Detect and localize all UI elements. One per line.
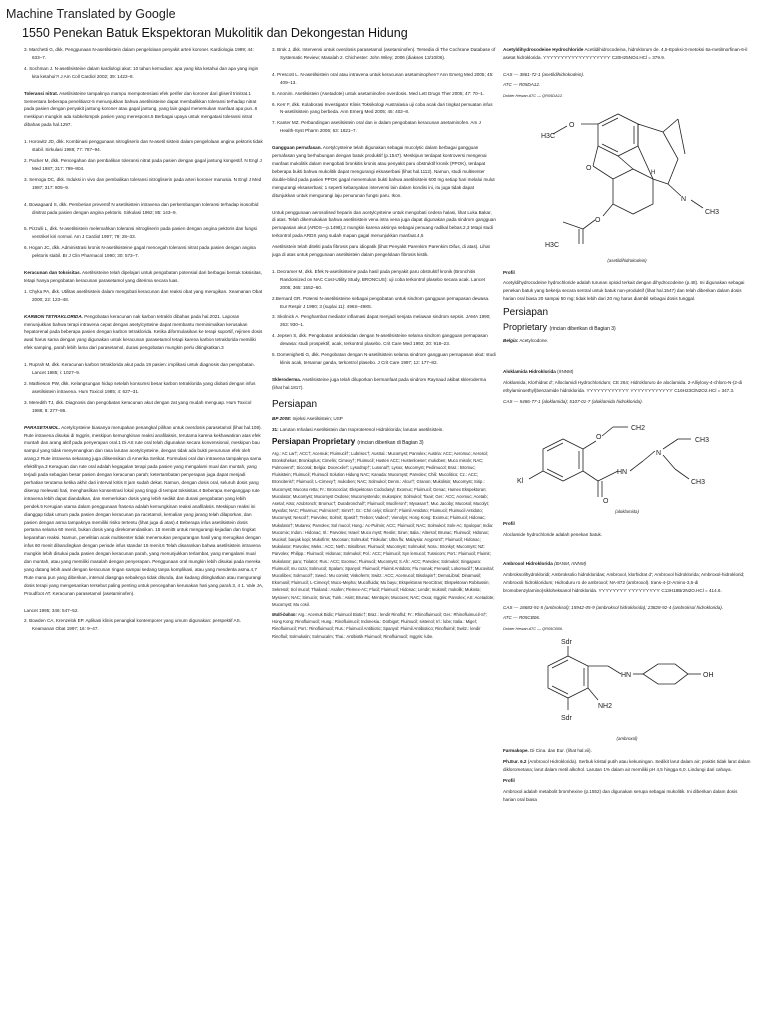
structural-formula — [503, 104, 751, 254]
structure-aloclamide — [503, 409, 751, 516]
monograph-header — [503, 368, 751, 376]
drug-name: Acetyldihydrocodeine Hydrochloride — [503, 47, 584, 52]
cas-number: CAS — 18683-91-5 (ambroksol); 15942-05-9 (ambroksol hidroklorida); 23828-92-4 (ambroksol hidroklorida). — [503, 604, 724, 610]
reference: 3. Marchetti G, dkk. Penggunaan N-asetilsistein dalam pengelolaan penyakit arteri koroner. Kardiologia 1999; 44: 633–7. — [24, 47, 254, 60]
paragraph-text: Ambroxol adalah metabolit bromhexine (p.1552) dan digunakan serupa sebagai mukolitik. Ini diberikan dalam dosis harian oral biasa — [503, 788, 738, 802]
atc-code: ATC — R05DA12. — [503, 82, 541, 88]
atom-label: O — [596, 434, 602, 442]
proprietary-heading — [503, 322, 751, 335]
atom-label: H3C — [545, 241, 560, 249]
machine-translated-banner: Machine Translated by Google — [6, 7, 176, 21]
atom-label: NH2 — [598, 703, 613, 711]
proprietary-list: Arg.: AC Lar†; ACC†; Acemuk; Fluimucil†; Lubrisec†; Austral.: Mucomyst; Parvolex; Austria: ACC; Aeromuc; Aerosol; Bronkohekas; Bronkoplus; Cimelin; Cimexy†; Fluimucil; Husten ACC; Hustenloeser; mukoben; Muco misolv; NAC; Pulmovent†; Siccoral; Belgia: Docecxile†; Lysodrop†; Lusonal†; Lysox; Mucomyst; Pedimucol; Braz.: Bromuc; Fluisistein; Fluimucil; Fluimucil Solution Hidung NAC; Kanada: Mucomyst; Parvolex; Chili: Mucolitico; Cz.: ACC; Bronciteris†; Fluimucil; L-Cimexy†; mukoben; NAC; Solmukol; Denm.: Alcur†; Granon; Mukolisin; Mucomyst; Sirip.: Mucomyst; Mucoso retta; Fr.: Broncoclar; Ekspektoran Codoclasyl; Exomuc; Fluimucil; Genac; Humex Ekspektoran; Mucolator; Mucomyst; Mucomyst Oxdose; Mucomystendo; mukospire; Solmukol; Tixair; Ger.: ACC; Acemuc; Acetab; Asetal; Atso; Azubronch; Bromuc†; Durabronchal†; Fluimucil; Muciferon†; Myxasan†; Muc Jacoby; Mucosol; Mucolyt; Myxofat; NAC; Pharmuc; Pulmicret†; Simrt†; Gr.: Chri celyi; Elicon†; Fluimil Antidoto; Fluimucil; Fluimucil Antidoto; Mucomyst; Nescol†; Parvolex; Solmit; Spasit†; Trebon; Vadex†; Vienolys; Hong Kong: Exomuc; Fluimucil; Hidonac; Mukolator†; Mutarex; Parvolex; Sol mucol; Hung.: Ac-Pulmin; ACC; Fluimucil; NAC; Solmukol; Solv-Ac; Spulopur; India: Mucomix; Indon.: Hidonac; Irl.: Parvolex; Israel: Muco myst; Reolin; Siran; Italia.: Altersol; Brunac; Fluimucil; Hidonac; Mucisol; banjak kopi; Mukofirm; Mucosan; Solmukol; Tirokular; Ultra flu; Malaysia: Acypront†; Fluimucil; Hidonac; Mukolator; Parvolex; Meks.: ACC; Neth.: Bisolbrus; Fluimucil; Mucomyst; Solmukol; Nora.: Bronkyt; Mucomyst; NZ: Parvolex; Philipp.: Fluimucil; Hidonac; Solmukol; Pol.: ACC; Fluimucil; Syn lemucol; Tussicom; Port.: Fluimucil; Fluimit; Mukolator; paru; Tiolator; Rus.: ACC; Exomuc; Fluimucil; Mucomyst; S.Afr.: ACC; Parvolex; Solmukol; Singapura: Fluimucil; mu coza; Solmucol; Spalam; Spanyol: Fluimucil; Fluimit Antidoto; Flu monak; Frenasil; Lokomucil†; Mucovital; Mucolibex; Solmucol†; Swed.: Mu comist; Viskoferm; Switz.: ACC; Acemucol; Bisolapin†; DemoLibral; Dinamusil; Ekomusil; Fluimucil; L-Cimexyl; Muco-Mepha; Mucofluida; Mu bayu; Ekspektoran NeoCitran; Ekspektoran Robitussin; Sekresol; Sol mucol; Thailand.: Asafen; Flemex-AC; Flucil; Fluimucil; Hidonac; Lendir; mukosil; mukolik; Mukosa; Mysoven; NAC; Simucin; Sinus; Tunk.: Asist; Brunac; Mentopin; Mucoxes; NAC; Oxxa; Inggris: Parvolex; AS: Acetadote; Mucomyst; Mu cosil. — [272, 450, 495, 607]
atom-label: N — [681, 195, 687, 203]
reference: 4. Prescott L. N-asetilsistein oral atau intravena untuk keracunan asetaminophen? Ann Emerg Med 2005; 45: 409–13. — [272, 71, 494, 85]
atom-label: Kl — [517, 478, 524, 486]
atom-label: H3C — [541, 132, 556, 140]
atom-label: CH3 — [691, 479, 706, 487]
atom-label: Sdr — [561, 715, 572, 723]
preparations-heading: Persiapan — [503, 307, 549, 319]
section-heading: Ph.Eur. 6.2 — [503, 759, 527, 765]
scleroderma-paragraph — [272, 376, 496, 392]
paragraph-text: Asetilsistein telah diteliti pada fibrosis paru idiopatik (lihat Penyakit Parenkim Parenkim Difus, di atas). Lihat juga di atas untuk penggunaan asetilsistein dalam pengelolaan fibrosis kistik. — [272, 244, 490, 258]
section-heading: Toleransi nitrat. — [24, 90, 59, 96]
carbon-tetrachloride-paragraph — [24, 313, 264, 353]
sub-label: (rincian diberikan di Bagian 3) — [357, 439, 424, 446]
atom-label: CH3 — [695, 437, 710, 445]
reference: 3. Semoga DC, dkk. Induksi in vivo dan pembalikan toleransi nitrogliserin pada arteri koroner manusia. N Engl J Med 1987; 317: 805–9. — [24, 176, 262, 190]
column-left — [24, 46, 264, 1012]
paragraph-text: Acetylcysteine telah digunakan sebagai mucolytic dalam berbagai gangguan pernafasan yang berhubungan dengan batuk produktif (p.1547). Meskipun terdapat kontroversi mengenai manfaat mukolitik dalam mengobati bronkitis kronis atau penyakit paru obstruktif kronik (PPOK), terdapat beberapa bukti bahwa mukolitik dapat mengurangi eksaserbasi (lihat hal.1112). Namun, studi multisenter double-blind pada pasien PPOK gagal menemukan bukti bahwa asetilsistein 600 mg setiap hari melalui mulut mengurangi eksaserbasi; 1 seperti kebanyakan intervensi lain dalam kondisi ini, itu juga tidak dapat ditunjukkan untuk mengurangi laju penurunan fungsi paru. Ikon. — [272, 145, 495, 198]
sub-label: (rincian diberikan di Bagian 3) — [549, 326, 616, 333]
atom-label: CH3 — [705, 208, 720, 216]
section-heading: PARASETAMOL. — [24, 424, 61, 430]
section-heading: KARBON TETRAKLORIDA. — [24, 313, 83, 319]
structure-caption: (aloklamida) — [615, 509, 639, 515]
section-heading: Gangguan pernafasan. — [272, 145, 322, 151]
reference: 5. Anonim. Asetilsistein (Asetadote) untuk asetaminofen overdosis. Med Lett Drugs Ther 2005; 47: 70–1. — [272, 90, 485, 96]
paragraph-text: Acetyldihydrocodeine hydrochloride adalah turunan opioid terkait dengan dihydrocodeine (p.48). Ini digunakan sebagai penekan batuk yang bekerja secara sentral untuk batuk non-produktif (lihat hal.1547) dan telah diberikan dalam dosis harian oral biasa 20 sampai 50 mg; tidak lebih dari 20 mg harus diambil sebagai dosis tunggal. — [503, 280, 745, 302]
cas-number: CAS — 5486-77-1 (aloklamida); 5107-01-7 (aloklamida hidroklorida). — [503, 398, 643, 404]
synonyms: Aloklamida, Klorhidrat d'; Alloclamidi Hydrochloridum; CE 264; Hidrokloruro de aloclamida. 2-Alliyloxy-4-chloro-N-(2-di ethylaminoethyl)benzamide hidroklorida. ƳƳƳƳƳƳƳƳƳƳƳƳ ƳƳƳƳƳƳƳƳƳƳƳƳ C16H23ClN2O2.HCl = 347.3. — [503, 379, 743, 393]
reference: 6. Kerr F, dkk. Kolaborasi Investigator Klinis Toksikologi Australasia uji coba acak dari tingkat pemuatan infus N-asetilsistein yang berbeda. Ann Emerg Med 2005; 45: 402–8. — [272, 101, 493, 115]
atc-vet-code: Dokter Hewan ATC — QR05CB06. — [503, 625, 564, 631]
paracetamol-paragraph — [24, 424, 264, 598]
profile-paragraph — [503, 777, 751, 785]
label: Proprietary — [503, 322, 548, 333]
reference: 3. Skolnick A. Penghambat mediator inflamasi dapat menjadi senjata melawan sindrom sepsis. JAMA 1990; 263: 930–1. — [272, 314, 491, 328]
pharmacopoeia-line — [503, 747, 751, 755]
paragraph-text: Aloclamide hydrochloride adalah penekan batuk. — [503, 532, 603, 537]
country-label: Belgia: — [503, 338, 519, 344]
reference: 1. Chyka PA, dkk. Utilitas asetilsistein dalam mengobati keracunan dan reaksi obat yang merugikan. Xeamanan Obat 2000; 22: 123–48. — [24, 288, 263, 302]
preparations-heading: Persiapan — [272, 398, 318, 410]
text: Injeksi Asetilsistein; USP — [292, 415, 343, 421]
reference: Lancet 1995; 346: 547–52. — [24, 607, 79, 613]
profile-paragraph — [503, 269, 751, 277]
atc-vet-code: Dokter Hewan ATC — QR05DA12. — [503, 92, 564, 98]
reference: 6. Hogan JC, dkk. Administrasi kronis N-asetilsisteine gagal mencegah toleransi nitrat pada pasien dengan angina pektoris stabil. Br J Clin Pharmacol 1990; 30: 573–7. — [24, 245, 256, 259]
proprietary-heading — [272, 437, 496, 448]
reference: 2.Bernard GR. Potensi N-asetilsisteine sebagai pengobatan untuk sindrom gangguan pernapasan dewasa. Eur Respir J 1990; 3 (suplai 11): 496S–498S. — [272, 295, 490, 309]
paragraph-text: Acetylcysteine biasanya merupakan penangkal pilihan untuk overdosis parasetamol (lihat hal.108). Rute intravena disukai di Inggris, meskipun kemungkinan reaksi anafilaksis, terutama karena kekhawatiran atas efek muntah dan arang aktif pada penyerapan oral.1 Di AS rute oral telah digunakan secara konvensional, meskipun bau sampul yang tidak menyenangkan dan rasa larutan acetylcysteine, dengan tidak ada bukti penurunan efek oleh arang.2 Rute intravena sekarang juga dilisensikan di Amerika Serikat. Formulasi oral dan intravena tampaknya sama efektifnya.3 Keraguan dan rute oral adalah kegagalan terapi pada pasien yang mengalami mual dan muntah, yang terjadi pada sebagian besar pasien dengan keracunan parah; ketertambatan penyerapan juga dapat menjadi perhatian terutama ketika akhir dari interval kritis 8 jam sudah dekat. Namun, dengan dosis oral, seluruh dosis yang diserap melewati hati, menghasilkan konsentrasi lokal yang tinggi di tempat toksisitas.4 Beberapa menganggap rute intravena lebih dapat diandalkan, dan memerlukan dosis yang lebih sedikit dan durasi pengobatan yang lebih pendek.5 Kerugian utama dalam penggunaan frasena adalah kemungkinan reaksi anafilaksis. Meskipun reaksi ini dianggap tidak umum pada pasien dengan keracunan pa racetamol, kemalian yang jarang telah dilaporkan, dan pasien dengan asma tampaknya memiliki risiko tertentu (lihat juga di atas).4 Beberapa infus asetilsistein dosis pertama selama 60 menit, bukan dosis yang direkomendasikan. 15 menit5 untuk mengurangi kejadian dan tingkat keparahan reaksi. Namun, penelitian acak multisenter tidak menemukan pengurangan hasil yang merugikan dengan infus 60 menit dibandingkan dengan periode infus standar 15 menit.6 Telah disarankan bahwa asetilsistein intravena mungkin lebih disukai pada pasien dengan keracunan parah, yang menunjukkan terlambat, yang mengalami mual dan muntah, atau yang memiliki masalah dengan penyerapan. Penggunaan oral mungkin lebih disukai pada mereka yang datang lebih awal dengan keracunan ringan sampai sedang tanpa komplikasi, atau yang mendenta asma.4,7 Rute mana pun yang diberikan, interval diasgnga sebaiknya tidak ditunda, dan kadang ditingkatkan atau mengurangi dosis terapi yang mengesankan tersebut paling penting untuk pencegahan kerusakan hati yang parah.3, 4 1. Vale JA, Proudfoot AT. Keracunan parasetamol (asetaminofen). — [24, 424, 264, 596]
section-heading: Skleroderma. — [272, 376, 302, 382]
monograph-header — [503, 560, 751, 568]
atom-label: Sdr — [561, 639, 572, 647]
atom-label: O — [586, 164, 592, 172]
column-right — [503, 46, 751, 1012]
monograph-header — [503, 46, 751, 62]
drug-name: Aloklamida Hidroklorida — [503, 369, 556, 375]
reference: 3. Brok J, dkk. Intervensi untuk overdosis parasetamol (asetaminofen). Tersedia di The Cochrane Database of Systematic Review; Masalah 2. Chichester: John Wiley; 2006 (diakses 13/10/06). — [272, 47, 496, 60]
paragraph-text: Asetilsisteine telah dipelajari untuk pengobatan potensial dari berbagai bentuk toksisitas, tetapi hanya pengobatan keracunan parasetamol yang diterima secara luas. — [24, 270, 263, 283]
label: Multi-bahan: — [272, 612, 297, 617]
reference: 2. Bowden CA, Krenzelok EP. Aplikasi klinis penangkal kontemporer yang umum digunakan: perspektif AS. Keamanan Obat 1997; 16: 9–47. — [24, 618, 241, 632]
reference: 2. Mathieson PW, dkk. Kelangsungan hidup setelah konsumsi besar karbon tetraklorida yang diobati dengan infus asetilsistein intravena. Hum Toxicol 1985; 4: 627–31. — [24, 381, 256, 394]
bp-line — [272, 415, 496, 423]
atom-label: O — [569, 121, 575, 129]
poisoning-paragraph — [24, 269, 264, 285]
atom-label: O — [595, 216, 601, 224]
section-heading: Profil — [503, 269, 515, 275]
section-heading: Keracunan dan toksisitas. — [24, 270, 81, 276]
multi-ingredient-line — [272, 611, 496, 640]
structure-caption: (ambroxol) — [616, 736, 638, 742]
atom-label: H — [651, 169, 656, 176]
drug-name: Ambroxol Hidroklorida — [503, 560, 553, 566]
page-title: 1550 Penekan Batuk Ekspektoran Mukolitik dan Dekongestan Hidung — [22, 26, 408, 40]
reference: 2. Packer M, dkk. Pencegahan dan pembalikan toleransi nitrat pada pasien dengan gagal jantung kongestif. N Engl J Med 1987; 317: 799–804. — [24, 157, 262, 171]
structure-acetyldihydrocodeine — [503, 104, 751, 265]
inn-tag: (rINNM) — [557, 369, 574, 375]
nitrate-tolerance-paragraph — [24, 90, 264, 130]
text: Acetylcodone. — [519, 338, 549, 344]
inn-tag: (BANM, rINNM) — [554, 560, 587, 566]
label: Persiapan Proprietary — [272, 436, 356, 446]
reference: 3. Meredith TJ, dkk. Diagnosis dan pengobatan keracunan akut dengan zat yang mudah menguap. Hum Toxicol 1988; 8: 277–86. — [24, 399, 252, 413]
structural-formula — [503, 409, 751, 505]
reference: 1. Decramer M, dkk. Efek N-asetilsisteine pada hasil pada penyakit paru obstruktif kronik (Bronchitis Randomized on NAC Cost-Utility Study, BRONCUS): uji coba terkontrol plasebo secara acak. Lancet 2005; 365: 1552–60. — [272, 268, 485, 290]
reference: 5. Domenighetti G, dkk. Pengobatan dengan N-asetilsistein selama sindrom gangguan pernapasan akut: studi klinis acak, tersamar ganda, terkontrol plasebo. J Crit Care 1997; 12: 177–82. — [272, 352, 496, 365]
atom-label: N — [656, 450, 662, 458]
text: (Ambroxol Hidroklorida). Serbuk kristal putih atau kekuningan. Sedikit larut dalam air; praktis tidak larut dalam diklorometana; larut dalam metil alkohol. Larutan 1% dalam air memiliki pH 4,5 hingga 6,0. Lindungi dari cahaya. — [503, 759, 751, 773]
reference: 4. Bowagaard S, dkk. Pemberian preventif N asetilsistein intravena dan perkembangan toleransi terhadap isosorbid dinitrat pada pasien dengan angina pektoris. Sirkulasi 1992; 85: 143–9. — [24, 201, 259, 215]
atom-label: HN — [617, 469, 628, 477]
section-heading: Profil — [503, 521, 515, 527]
section-heading: Profil — [503, 777, 515, 783]
section-heading: Farmakope. — [503, 748, 529, 754]
column-middle — [272, 46, 496, 1012]
paragraph-text: Untuk penggunaan aerosolised heparin dan acetylcysteine untuk mengobati cedera halasi, lihat Luka Bakar, di atas. Telah dikemukakan bahwa asetilsistein vena intra vena juga dapat digunakan pada sindrom gangguan pernapasan akut (ARDS—p.1498),2 mungkin karena aksinya sebagai penuang radikal bebas.2,3 tetapi studi terkontrol pada ARDS yang sudah mapan gagal menunjukkan manfaat.4,5 — [272, 209, 496, 239]
synonyms: Ambroksolihydrokloridi; Ambroksolio hidrokloridas; Ambroxol, klorhidrat d'; Ambroxol hidroklorida; Ambroxol-hidroklorid; Ambroxoli hidrokloridum; Hidroduru ro de ambroxol; NA-872 (ambroxol). trans-4-(2-Amino-3,5-di bromobenzylamino)sikloheksanol hidroklorida. ƳƳƳƳƳƳƳƳ ƳƳƳƳƳƳƳƳƳ C13H18Br2N2O.HCl = 414.6. — [503, 571, 745, 593]
paragraph-text: Asetilsisteine tampaknya mampu mempotensiasi efek perifer dan koroner dari gliseril trinitrat.1 Sementara beberapa penelitian2-5 menunjukkan bahwa asetilsisteine dapat membalikkan toleransi terhadap nitrat pada pasien dengan penyakit jantung koroner atau gagal jantung, yang lain gagal menemukan manfaat apa pun..6 meskipun mungkin ada subkelompok pasien yang merespons.5 Berbagai upaya untuk mengatasi toleransi nitrat dibahas pada hal.1297. — [24, 90, 258, 128]
structure-ambroxol — [503, 636, 751, 743]
reference: 1. Ruprah M, dkk. Keracunan karbon tetraklorida akut pada 19 pasien: implikasi untuk diagnosis dan pengobatan. Lancet 1985; i: 1027–9. — [24, 362, 255, 376]
reference: 4. Jepsen S, dkk. Pengobatan antioksidan dengan N-asetilsisteine selama sindrom gangguan pernapasan dewasa: studi prospektif, acak, terkontrol plasebo. Crit Care Med 1992; 20: 918–23. — [272, 333, 488, 347]
label: 31: — [272, 426, 279, 432]
paragraph-text: Pengobatan keracunan nak karbon tetraklo dibahas pada hal.2021. Laporan menunjukkan bahwa terapi intravena cepat dengan asetylcysteine dapat membantu meminimalkan kerusakan hepatorenal pada beberapa pasien dengan karbon tetraklorida. Ketika diformulasikan ke terapi suportif, rejimen dosis awal harus sama dengan yang digunakan untuk keracunan parasetamol tetapi karena karbon tetraklorida memiliki efek samping, parah lebih lama dari parasetamol, durasi pengobatan mungkin perlu ditingkatkan.3 — [24, 313, 263, 351]
text: Larutan Inhalasi Asetilsistein dan Isoproterenol Hidroklorida; larutan asetilsistein. — [279, 426, 444, 432]
reference: 7. Kanter MZ. Perbandingan asetilsistein oral dan iv dalam pengobatan keracunan asetaminofen. Am J Health-Syst Pharm 2006; 63: 1821–7. — [272, 120, 481, 134]
text: Arg.: Acemuk Bidic; Fluimucil Biotic†; Braz.: lendir Rinoflul; Fr.: Rhinofluimucil; Ger.: Rhinofluimucil-S†; Hong Kong: Rinofluimucil; Hung.: Rinofluimucil; Indonesia.: Dorbigot; Fluimucil; sistenol; Irl.: lube; Italia.: Migel; Rinofluimucil; Port.: Rinofluimucil; Rus.: Fluimucil Antibiotic; Spanyol: Fluimil Antibiotico; Rinofluimil; Switz.: lendir Rinofluil; Solmukalin; Solmucalm; Thai.: Antibiotik Fluimucil; Rinofluimucil; Inggris: lube. — [272, 612, 488, 639]
profile-paragraph — [503, 520, 751, 528]
atom-label: CH2 — [631, 425, 646, 433]
atc-code: ATC — R05CB06. — [503, 615, 541, 621]
atom-label: O — [603, 498, 609, 506]
reference: 5. Pizzulli L, dkk. N-asetilsistein melemahkan toleransi nitrogliserin pada pasien dengan angina pektoris dan fungsi ventrikel kiri normal. Am J Cardiol 1997; 79: 28–33. — [24, 226, 257, 240]
respiratory-paragraph — [272, 144, 496, 199]
structural-formula — [503, 636, 751, 732]
atom-label: OH — [703, 672, 714, 680]
usp-line — [272, 426, 496, 434]
structure-caption: (asetildihidrokodein) — [607, 257, 647, 263]
cas-number: CAS — 3861-72-1 (asetildihidrokodein). — [503, 71, 585, 77]
reference: 1. Horowitz JD, dkk. Kombinasi penggunaan nitrogliserin dan N-asetil sistein dalam pengelolaan angina pektoris tidak stabil. Sirkulasi 1988; 77: 787–94. — [24, 139, 263, 153]
atom-label: HN — [621, 672, 632, 680]
text: Di Cina. dan Eur. (lihat hal.vii). — [530, 748, 592, 754]
synonyms: Acetildihidrocodeina, hidroklorum de. 4,5-Epoksi-3-metoksi 6a-metilmorfinan-6-il asetat hidroklorida. ƳƳƳƳƳƳƳƳƳƳƳƳƳƳƳƳƳƳƳ C20H25NO4.HCl = 379.9. — [503, 47, 748, 60]
reference: 4. Sochman J. N-asetilsisteine dalam kardiologi akut: 10 tahun kemudian: apa yang kita ketahui dan apa yang ingin kita ketahui?! J Am Coll Cardiol 2002; 39: 1422–8. — [24, 65, 259, 79]
pheur-paragraph — [503, 758, 751, 774]
country-line — [503, 337, 751, 345]
label: BP 2008: — [272, 415, 292, 421]
paragraph-text: Asetilsisteine juga telah diluporkan bermanfaat pada sindrom Raynaud akibat skleroderma (lihat hal.1817). — [272, 376, 486, 390]
